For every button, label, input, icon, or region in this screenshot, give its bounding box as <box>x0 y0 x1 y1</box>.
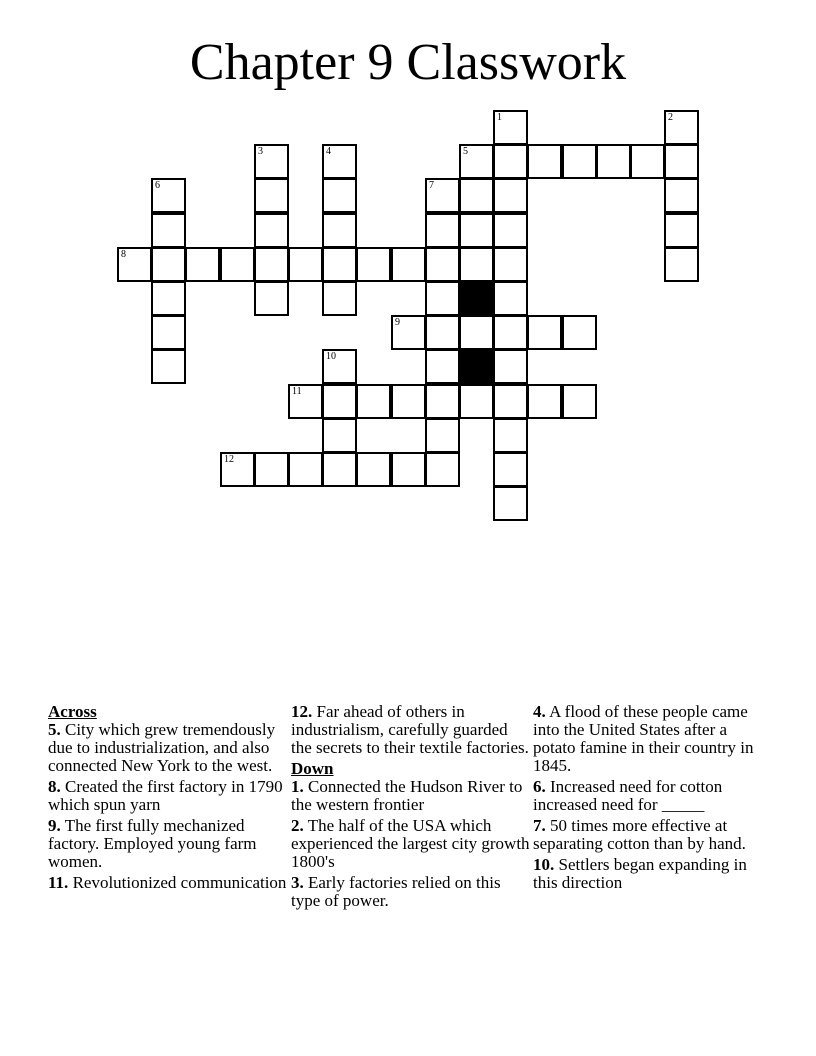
grid-cell[interactable] <box>356 247 391 282</box>
grid-cell[interactable] <box>254 178 289 213</box>
grid-cell[interactable] <box>288 384 323 419</box>
grid-cell[interactable] <box>254 452 289 487</box>
grid-cell[interactable] <box>493 110 528 145</box>
grid-cell[interactable] <box>493 418 528 453</box>
clue-down-10 <box>533 856 773 892</box>
clue-down-6 <box>533 778 773 814</box>
clue-number-label: 9 <box>395 317 400 328</box>
grid-cell[interactable] <box>664 213 699 248</box>
grid-cell[interactable] <box>117 247 152 282</box>
grid-cell[interactable] <box>322 247 357 282</box>
grid-cell[interactable] <box>493 384 528 419</box>
clue-text: 50 times more effective at separating cotton than by hand. <box>533 816 746 853</box>
clue-text: The first fully mechanized factory. Employed young farm women. <box>48 816 257 871</box>
grid-cell[interactable] <box>493 349 528 384</box>
clue-number-label: 11 <box>292 386 302 397</box>
grid-cell[interactable] <box>322 178 357 213</box>
grid-cell[interactable] <box>459 213 494 248</box>
clue-number-label: 8 <box>121 249 126 260</box>
clue-text: Revolutionized communication <box>72 873 287 892</box>
grid-cell[interactable] <box>493 486 528 521</box>
clue-across-11 <box>48 874 288 892</box>
clue-text: City which grew tremendously due to industrialization, and also connected New York to the west. <box>48 720 276 775</box>
grid-cell[interactable] <box>151 315 186 350</box>
clue-number-label: 1 <box>497 112 502 123</box>
grid-cell[interactable] <box>151 213 186 248</box>
grid-cell[interactable] <box>493 144 528 179</box>
black-cell <box>459 281 494 316</box>
clue-number: 1. <box>291 777 304 796</box>
grid-cell[interactable] <box>493 315 528 350</box>
clue-text: The half of the USA which experienced the largest city growth 1800's <box>291 816 530 871</box>
grid-cell[interactable] <box>151 247 186 282</box>
clue-down-7 <box>533 817 773 853</box>
grid-cell[interactable] <box>664 247 699 282</box>
black-cell <box>459 349 494 384</box>
grid-cell[interactable] <box>459 178 494 213</box>
clue-text: Settlers began expanding in this direction <box>533 855 747 892</box>
grid-cell[interactable] <box>664 178 699 213</box>
grid-cell[interactable] <box>425 213 460 248</box>
grid-cell[interactable] <box>664 144 699 179</box>
grid-cell[interactable] <box>288 452 323 487</box>
clue-text: Early factories relied on this type of power. <box>291 873 501 910</box>
grid-cell[interactable] <box>322 144 357 179</box>
clue-column-3 <box>533 703 773 895</box>
grid-cell[interactable] <box>425 281 460 316</box>
clue-number-label: 6 <box>155 180 160 191</box>
grid-cell[interactable] <box>220 247 255 282</box>
clue-down-1 <box>291 778 531 814</box>
grid-cell[interactable] <box>322 452 357 487</box>
grid-cell[interactable] <box>185 247 220 282</box>
clue-number: 4. <box>533 702 546 721</box>
clue-number-label: 12 <box>224 454 234 465</box>
clue-down-2 <box>291 817 531 871</box>
clue-number-label: 4 <box>326 146 331 157</box>
clue-down-3 <box>291 874 531 910</box>
clue-down-4 <box>533 703 773 775</box>
clue-text: A flood of these people came into the United States after a potato famine in their country in 1845. <box>533 702 754 775</box>
grid-cell[interactable] <box>664 110 699 145</box>
clue-number: 12. <box>291 702 313 721</box>
clue-number: 10. <box>533 855 555 874</box>
grid-cell[interactable] <box>391 247 426 282</box>
grid-cell[interactable] <box>425 178 460 213</box>
grid-cell[interactable] <box>322 384 357 419</box>
grid-cell[interactable] <box>425 452 460 487</box>
grid-cell[interactable] <box>356 384 391 419</box>
grid-cell[interactable] <box>562 144 597 179</box>
clue-text: Increased need for cotton increased need for _____ <box>533 777 723 814</box>
clue-text: Far ahead of others in industrialism, carefully guarded the secrets to their textile factories. <box>291 702 529 757</box>
grid-cell[interactable] <box>493 178 528 213</box>
clue-number-label: 7 <box>429 180 434 191</box>
grid-cell[interactable] <box>254 247 289 282</box>
grid-cell[interactable] <box>459 247 494 282</box>
clue-number: 5. <box>48 720 61 739</box>
clue-number: 6. <box>533 777 546 796</box>
grid-cell[interactable] <box>493 452 528 487</box>
grid-cell[interactable] <box>527 315 562 350</box>
grid-cell[interactable] <box>151 178 186 213</box>
clue-column-1 <box>48 703 288 895</box>
clue-number: 2. <box>291 816 304 835</box>
grid-cell[interactable] <box>425 349 460 384</box>
clue-number: 7. <box>533 816 546 835</box>
grid-cell[interactable] <box>391 384 426 419</box>
grid-cell[interactable] <box>493 247 528 282</box>
clue-number-label: 10 <box>326 351 336 362</box>
grid-cell[interactable] <box>425 418 460 453</box>
clue-number: 3. <box>291 873 304 892</box>
grid-cell[interactable] <box>630 144 665 179</box>
grid-cell[interactable] <box>425 247 460 282</box>
grid-cell[interactable] <box>322 281 357 316</box>
clue-number: 9. <box>48 816 61 835</box>
grid-cell[interactable] <box>459 315 494 350</box>
clue-number-label: 5 <box>463 146 468 157</box>
clue-number: 11. <box>48 873 69 892</box>
grid-cell[interactable] <box>596 144 631 179</box>
clue-number-label: 3 <box>258 146 263 157</box>
grid-cell[interactable] <box>425 315 460 350</box>
grid-cell[interactable] <box>356 452 391 487</box>
down-heading: Down <box>291 759 334 778</box>
across-heading: Across <box>48 702 97 721</box>
clue-across-9 <box>48 817 288 871</box>
grid-cell[interactable] <box>322 213 357 248</box>
grid-cell[interactable] <box>254 144 289 179</box>
clue-number: 8. <box>48 777 61 796</box>
clue-text: Connected the Hudson River to the western frontier <box>291 777 523 814</box>
grid-cell[interactable] <box>562 384 597 419</box>
clue-across-8 <box>48 778 288 814</box>
grid-cell[interactable] <box>527 384 562 419</box>
clue-text: Created the first factory in 1790 which spun yarn <box>48 777 283 814</box>
grid-cell[interactable] <box>562 315 597 350</box>
grid-cell[interactable] <box>151 349 186 384</box>
clue-across-5 <box>48 721 288 775</box>
grid-cell[interactable] <box>322 349 357 384</box>
grid-cell[interactable] <box>254 281 289 316</box>
grid-cell[interactable] <box>391 452 426 487</box>
grid-cell[interactable] <box>220 452 255 487</box>
grid-cell[interactable] <box>391 315 426 350</box>
page-title: Chapter 9 Classwork <box>189 34 627 91</box>
grid-cell[interactable] <box>493 281 528 316</box>
grid-cell[interactable] <box>254 213 289 248</box>
grid-cell[interactable] <box>151 281 186 316</box>
clue-across-12 <box>291 703 531 757</box>
grid-cell[interactable] <box>288 247 323 282</box>
grid-cell[interactable] <box>459 144 494 179</box>
grid-cell[interactable] <box>527 144 562 179</box>
clue-column-2 <box>291 703 531 913</box>
grid-cell[interactable] <box>425 384 460 419</box>
clue-number-label: 2 <box>668 112 673 123</box>
grid-cell[interactable] <box>322 418 357 453</box>
grid-cell[interactable] <box>493 213 528 248</box>
grid-cell[interactable] <box>459 384 494 419</box>
